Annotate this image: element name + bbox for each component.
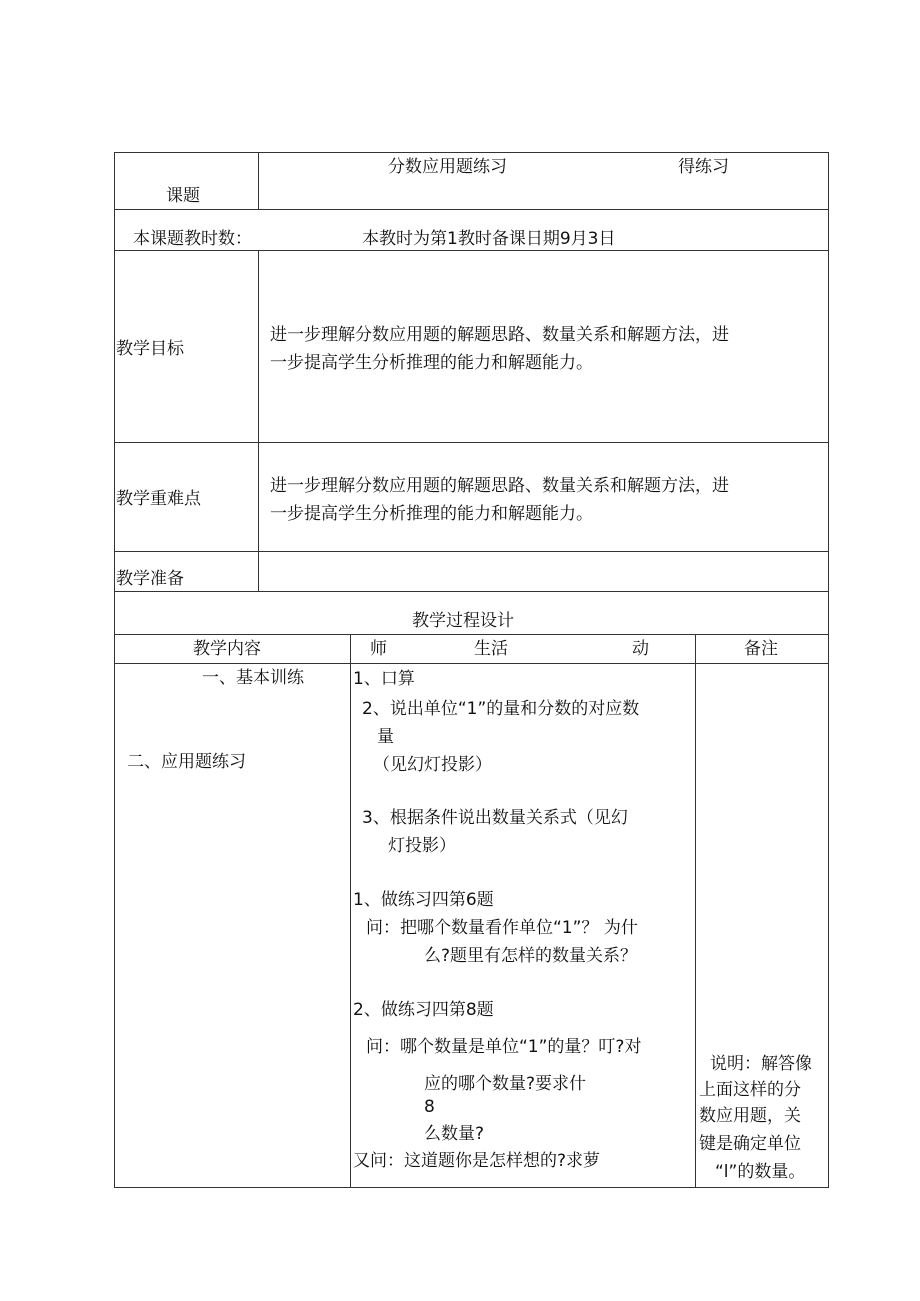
- activity-b2: 2、做练习四第8题: [353, 1000, 494, 1020]
- subject-extra: 得练习: [678, 157, 729, 177]
- col-sep-notes: [695, 634, 696, 1188]
- activity-b2-num: 8: [424, 1097, 435, 1117]
- notes-line-4: 键是确定单位: [699, 1134, 801, 1154]
- col-sep-label: [258, 152, 259, 209]
- keypoints-line-2: 一步提高学生分析推理的能力和解题能力。: [270, 504, 593, 524]
- subject-title: 分数应用题练习: [388, 157, 507, 177]
- activity-b2-q2: 应的哪个数量?要求什: [424, 1074, 587, 1094]
- table-border-left: [114, 152, 115, 1188]
- col-header-notes: 备注: [744, 639, 778, 659]
- row-sep-4: [114, 551, 829, 552]
- hours-value: 本教时为第1教时备课日期9月3日: [362, 229, 616, 249]
- row-sep-2: [114, 250, 829, 251]
- row-sep-3: [114, 442, 829, 443]
- activity-b1-q1: 问：把哪个数量看作单位“1”？ 为什: [366, 918, 638, 938]
- col-header-activity-2: 生活: [474, 639, 508, 659]
- hours-label: 本课题教时数：: [133, 229, 252, 249]
- row-sep-1: [114, 209, 829, 210]
- row-sep-5: [114, 591, 829, 592]
- row-sep-7: [114, 663, 829, 664]
- activity-a3-line2: 灯投影）: [388, 836, 456, 856]
- col-header-activity-3: 动: [632, 639, 649, 659]
- activity-b1-q2: 么?题里有怎样的数量关系？: [424, 946, 638, 966]
- notes-line-1: 说明：解答像: [710, 1054, 812, 1074]
- goals-label: 教学目标: [116, 339, 184, 359]
- keypoints-line-1: 进一步理解分数应用题的解题思路、数量关系和解题方法，进: [270, 476, 729, 496]
- table-border-right: [828, 152, 829, 1188]
- content-item-1: 一、基本训练: [202, 668, 304, 688]
- activity-a3-line1: 3、根据条件说出数量关系式（见幻: [362, 808, 628, 828]
- goals-line-2: 一步提高学生分析推理的能力和解题能力。: [270, 353, 593, 373]
- process-title: 教学过程设计: [412, 611, 514, 631]
- row-sep-6: [114, 634, 829, 635]
- notes-line-2: 上面这样的分: [699, 1080, 801, 1100]
- activity-b2-q1: 问：哪个数量是单位“1”的量？叮?对: [366, 1037, 642, 1057]
- col-sep-label-2: [258, 250, 259, 591]
- table-border-top: [114, 152, 829, 153]
- activity-b2-q4: 又问：这道题你是怎样想的?求萝: [353, 1151, 601, 1171]
- table-border-bottom: [114, 1187, 829, 1188]
- content-item-2: 二、应用题练习: [127, 752, 246, 772]
- col-sep-content: [350, 634, 351, 1188]
- subject-label: 课题: [166, 186, 200, 206]
- activity-a2-line2: 量: [377, 727, 394, 747]
- goals-line-1: 进一步理解分数应用题的解题思路、数量关系和解题方法，进: [270, 325, 729, 345]
- col-header-content: 教学内容: [193, 639, 261, 659]
- activity-b2-q3: 么数量?: [424, 1124, 485, 1144]
- activity-a2-line1: 2、说出单位“1”的量和分数的对应数: [362, 699, 640, 719]
- activity-a2-line3: （见幻灯投影）: [373, 755, 492, 775]
- notes-line-3: 数应用题，关: [699, 1106, 801, 1126]
- keypoints-label: 教学重难点: [116, 489, 201, 509]
- activity-a1: 1、口算: [353, 669, 415, 689]
- prep-label: 教学准备: [116, 569, 184, 589]
- notes-line-5: “l”的数量。: [715, 1162, 806, 1182]
- col-header-activity-1: 师: [370, 639, 387, 659]
- activity-b1: 1、做练习四第6题: [353, 890, 494, 910]
